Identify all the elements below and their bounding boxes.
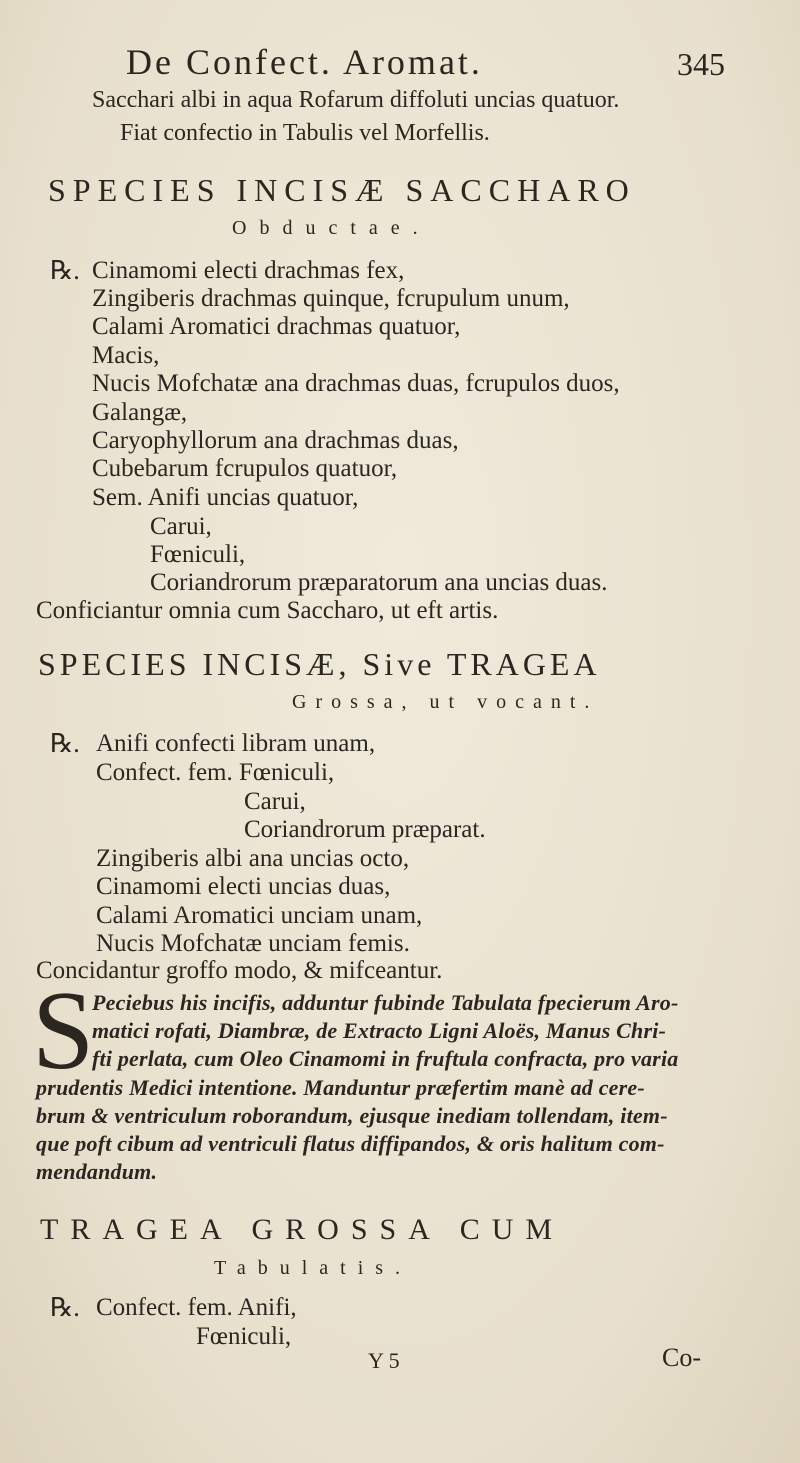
ingredient-line: Cinamomi electi uncias duas, [96, 873, 391, 900]
section-heading: TRAGEA GROSSA CUM [40, 1213, 565, 1246]
section-subheading: Tabulatis. [214, 1257, 413, 1279]
ingredient-line: Confect. fem. Anifi, [96, 1294, 297, 1321]
ingredient-line: Cinamomi electi drachmas fex, [92, 257, 405, 284]
ingredient-line: Fœniculi, [196, 1323, 292, 1350]
ingredient-line: Galangæ, [92, 399, 188, 426]
ingredient-line: Calami Aromatici drachmas quatuor, [92, 313, 461, 340]
drop-cap: S [32, 969, 95, 1093]
ingredient-line: Nucis Mofchatæ unciam femis. [96, 930, 410, 957]
intro-line: Fiat confectio in Tabulis vel Morfellis. [120, 120, 490, 146]
commentary-line: Peciebus his incifis, adduntur fubinde Tabulata fpecierum Aro- [92, 990, 679, 1015]
recipe-closing: Concidantur groffo modo, & mifceantur. [36, 957, 443, 984]
commentary-line: prudentis Medici intentione. Manduntur præfertim manè ad cere- [36, 1075, 645, 1100]
catchword: Co- [662, 1343, 701, 1372]
commentary-line: brum & ventriculum roborandum, ejusque inediam tollendam, item- [36, 1103, 668, 1128]
running-title: De Confect. Aromat. [126, 42, 483, 82]
ingredient-line: Anifi confecti libram unam, [96, 730, 376, 757]
ingredient-line: Carui, [150, 513, 212, 540]
ingredient-line: Fœniculi, [150, 541, 246, 568]
ingredient-line: Zingiberis drachmas quinque, fcrupulum unum, [92, 285, 570, 312]
signature-mark: Y 5 [368, 1348, 400, 1373]
commentary-line: matici rofati, Diambræ, de Extracto Ligni Aloës, Manus Chri- [92, 1018, 667, 1043]
ingredient-line: Sem. Anifi uncias quatuor, [92, 484, 359, 511]
recipe-symbol: ℞. [50, 729, 80, 758]
ingredient-line: Confect. fem. Fœniculi, [96, 759, 335, 786]
ingredient-line: Zingiberis albi ana uncias octo, [96, 845, 410, 872]
ingredient-line: Coriandrorum præparat. [244, 816, 486, 843]
recipe-closing: Conficiantur omnia cum Saccharo, ut eft artis. [36, 597, 499, 624]
commentary-line: mendandum. [36, 1159, 158, 1184]
section-subheading: Obductae. [232, 217, 431, 239]
ingredient-line: Coriandrorum præparatorum ana uncias duas. [150, 569, 608, 596]
ingredient-line: Macis, [92, 342, 160, 369]
recipe-symbol: ℞. [50, 256, 80, 285]
ingredient-line: Nucis Mofchatæ ana drachmas duas, fcrupulos duos, [92, 370, 620, 397]
section-heading: SPECIES INCISÆ SACCHARO [48, 172, 636, 208]
commentary-line: fti perlata, cum Oleo Cinamomi in fruftula confracta, pro varia [92, 1046, 679, 1071]
ingredient-line: Calami Aromatici unciam unam, [96, 902, 423, 929]
ingredient-line: Caryophyllorum ana drachmas duas, [92, 427, 459, 454]
section-subheading: Grossa, ut vocant. [292, 691, 599, 713]
commentary-line: que poft cibum ad ventriculi flatus diffipandos, & oris halitum com- [36, 1131, 665, 1156]
page-number: 345 [677, 46, 725, 82]
recipe-symbol: ℞. [50, 1293, 80, 1322]
section-heading: SPECIES INCISÆ, Sive TRAGEA [38, 646, 601, 682]
ingredient-line: Carui, [244, 788, 306, 815]
intro-line: Sacchari albi in aqua Rofarum diffoluti uncias quatuor. [92, 87, 620, 113]
ingredient-line: Cubebarum fcrupulos quatuor, [92, 455, 398, 482]
